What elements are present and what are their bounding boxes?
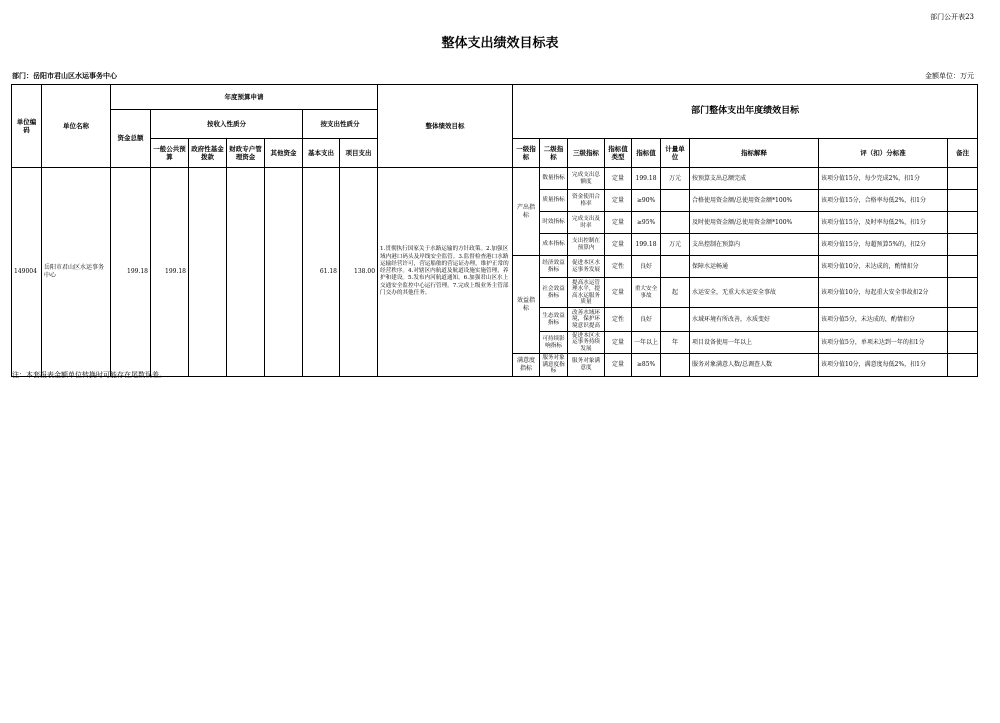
header-level1: 一级指标 <box>513 139 540 168</box>
header-remark: 备注 <box>948 139 978 168</box>
header-by-expense: 按支出性质分 <box>303 110 378 139</box>
cell-explanation: 及时使用资金额/总使用资金额*100% <box>690 212 819 234</box>
cell-level3: 资金使用合格率 <box>568 190 605 212</box>
cell-remark <box>948 234 978 256</box>
cell-value: 一年以上 <box>632 332 661 354</box>
header-unit-name: 单位名称 <box>42 85 111 168</box>
cell-value-type: 定量 <box>605 168 632 190</box>
cell-remark <box>948 332 978 354</box>
cell-remark <box>948 278 978 308</box>
cell-level3: 完成支出总额度 <box>568 168 605 190</box>
header-project-expense: 项目支出 <box>340 139 378 168</box>
cell-level3: 服务对象满意度 <box>568 354 605 376</box>
cell-measure-unit: 万元 <box>661 234 690 256</box>
cell-level3: 促进本区水运事务持续发展 <box>568 332 605 354</box>
cell-level2: 时效指标 <box>540 212 568 234</box>
cell-level2: 社会效益指标 <box>540 278 568 308</box>
header-annual-budget: 年度预算申请 <box>111 85 378 110</box>
cell-unit-name: 岳阳市君山区水运事务中心 <box>42 168 111 377</box>
cell-value-type: 定量 <box>605 332 632 354</box>
cell-measure-unit <box>661 190 690 212</box>
cell-explanation: 服务对象满意人数/总调查人数 <box>690 354 819 376</box>
cell-fiscal-special <box>227 168 265 377</box>
cell-scoring: 该项分值15分，每超预算5%的，扣2分 <box>819 234 948 256</box>
page-title: 整体支出绩效目标表 <box>441 36 559 51</box>
cell-unit-code: 149004 <box>12 168 42 377</box>
cell-scoring: 该项分值5分，未达成的，酌情扣分 <box>819 308 948 332</box>
cell-value-type: 定量 <box>605 354 632 376</box>
header-value: 指标值 <box>632 139 661 168</box>
cell-measure-unit: 年 <box>661 332 690 354</box>
cell-remark <box>948 256 978 278</box>
cell-level1-satisfaction: 满意度指标 <box>513 354 540 376</box>
cell-measure-unit <box>661 354 690 376</box>
cell-level3: 支出控制在预算内 <box>568 234 605 256</box>
cell-remark <box>948 354 978 376</box>
header-basic-expense: 基本支出 <box>303 139 340 168</box>
cell-basic-expense: 61.18 <box>303 168 340 377</box>
header-level3: 三级指标 <box>568 139 605 168</box>
header-fiscal-special: 财政专户管理资金 <box>227 139 265 168</box>
cell-remark <box>948 212 978 234</box>
cell-value: 良好 <box>632 308 661 332</box>
department-label: 部门：岳阳市君山区水运事务中心 <box>12 71 117 80</box>
cell-measure-unit <box>661 256 690 278</box>
cell-level2: 数量指标 <box>540 168 568 190</box>
cell-value-type: 定量 <box>605 190 632 212</box>
cell-scoring: 该项分值10分，未达成的，酌情扣分 <box>819 256 948 278</box>
cell-gov-fund <box>189 168 227 377</box>
cell-explanation: 按预算支出总额完成 <box>690 168 819 190</box>
cell-level1-output: 产出指标 <box>513 168 540 256</box>
cell-remark <box>948 308 978 332</box>
cell-measure-unit: 万元 <box>661 168 690 190</box>
cell-measure-unit <box>661 308 690 332</box>
header-explanation: 指标解释 <box>690 139 819 168</box>
cell-level2: 生态效益指标 <box>540 308 568 332</box>
cell-value: 199.18 <box>632 168 661 190</box>
header-scoring: 评（扣）分标准 <box>819 139 948 168</box>
cell-other-funds <box>265 168 303 377</box>
cell-level1-benefit: 效益指标 <box>513 256 540 354</box>
header-dept-goal: 部门整体支出年度绩效目标 <box>513 85 978 139</box>
cell-scoring: 该项分值15分，合格率每低2%，扣1分 <box>819 190 948 212</box>
cell-level3: 改善水域环境，保护环境意识提高 <box>568 308 605 332</box>
cell-value: 重大安全事故 <box>632 278 661 308</box>
cell-level2: 可持续影响指标 <box>540 332 568 354</box>
cell-level3: 提高水运管理水平，提高水运服务质量 <box>568 278 605 308</box>
cell-explanation: 支出控制在预算内 <box>690 234 819 256</box>
cell-value-type: 定性 <box>605 308 632 332</box>
cell-level3: 完成支出及时率 <box>568 212 605 234</box>
cell-scoring: 该项分值5分，单项未达到一年的扣1分 <box>819 332 948 354</box>
cell-level2: 经济效益指标 <box>540 256 568 278</box>
cell-level2: 质量指标 <box>540 190 568 212</box>
cell-project-expense: 138.00 <box>340 168 378 377</box>
cell-explanation: 水运安全，无重大水运安全事故 <box>690 278 819 308</box>
cell-scoring: 该项分值10分，每起重大安全事故扣2分 <box>819 278 948 308</box>
cell-value: ≥95% <box>632 212 661 234</box>
header-measure-unit: 计量单位 <box>661 139 690 168</box>
header-total-funds: 资金总额 <box>111 110 151 168</box>
header-gov-fund: 政府性基金拨款 <box>189 139 227 168</box>
cell-measure-unit: 起 <box>661 278 690 308</box>
cell-value: ≥85% <box>632 354 661 376</box>
cell-remark <box>948 190 978 212</box>
cell-level2: 成本指标 <box>540 234 568 256</box>
header-other-funds: 其他资金 <box>265 139 303 168</box>
header-general-budget: 一般公共预算 <box>151 139 189 168</box>
cell-explanation: 合格使用资金额/总使用资金额*100% <box>690 190 819 212</box>
header-value-type: 指标值类型 <box>605 139 632 168</box>
cell-level3: 促进本区水运事务发展 <box>568 256 605 278</box>
header-overall-goal: 整体绩效目标 <box>378 85 513 168</box>
cell-value-type: 定量 <box>605 278 632 308</box>
cell-scoring: 该项分值15分，每少完成2%，扣1分 <box>819 168 948 190</box>
cell-remark <box>948 168 978 190</box>
cell-explanation: 保障水运畅通 <box>690 256 819 278</box>
cell-value: 199.18 <box>632 234 661 256</box>
table-number-tag: 部门公开表23 <box>930 13 974 21</box>
footnote: 注：本套报表金额单位转换时可能存在尾数误差。 <box>12 371 166 379</box>
header-level2: 二级指标 <box>540 139 568 168</box>
header-by-income: 按收入性质分 <box>151 110 303 139</box>
cell-value: ≥90% <box>632 190 661 212</box>
cell-general-budget: 199.18 <box>151 168 189 377</box>
cell-explanation: 项目设备使用一年以上 <box>690 332 819 354</box>
cell-value: 良好 <box>632 256 661 278</box>
cell-value-type: 定性 <box>605 256 632 278</box>
header-unit-code: 单位编码 <box>12 85 42 168</box>
cell-level2: 服务对象满意度指标 <box>540 354 568 376</box>
cell-scoring: 该项分值15分，及时率每低2%，扣1分 <box>819 212 948 234</box>
cell-total-funds: 199.18 <box>111 168 151 377</box>
amount-unit-label: 金额单位：万元 <box>925 72 974 80</box>
cell-scoring: 该项分值10分，满意度每低2%，扣1分 <box>819 354 948 376</box>
cell-value-type: 定量 <box>605 234 632 256</box>
cell-value-type: 定量 <box>605 212 632 234</box>
cell-overall-goal: 1.贯彻执行国家关于水路运输的方针政策。2.加强区域内港口码头及岸线安全监管。3.监督检查港口水路运输经营许可，营运船舶的营运证办理，维护正常的经营秩序。4.对辖区内航道及航道设施实施管理，养护和建设。5.发布内河航道通知。6.加强君山区水上交通安全监控中心运行管理。7.完成上级业务主管部门交办的其他任务。 <box>378 168 513 377</box>
cell-explanation: 水域环境有所改善，水质变好 <box>690 308 819 332</box>
cell-measure-unit <box>661 212 690 234</box>
performance-target-table <box>11 84 978 377</box>
